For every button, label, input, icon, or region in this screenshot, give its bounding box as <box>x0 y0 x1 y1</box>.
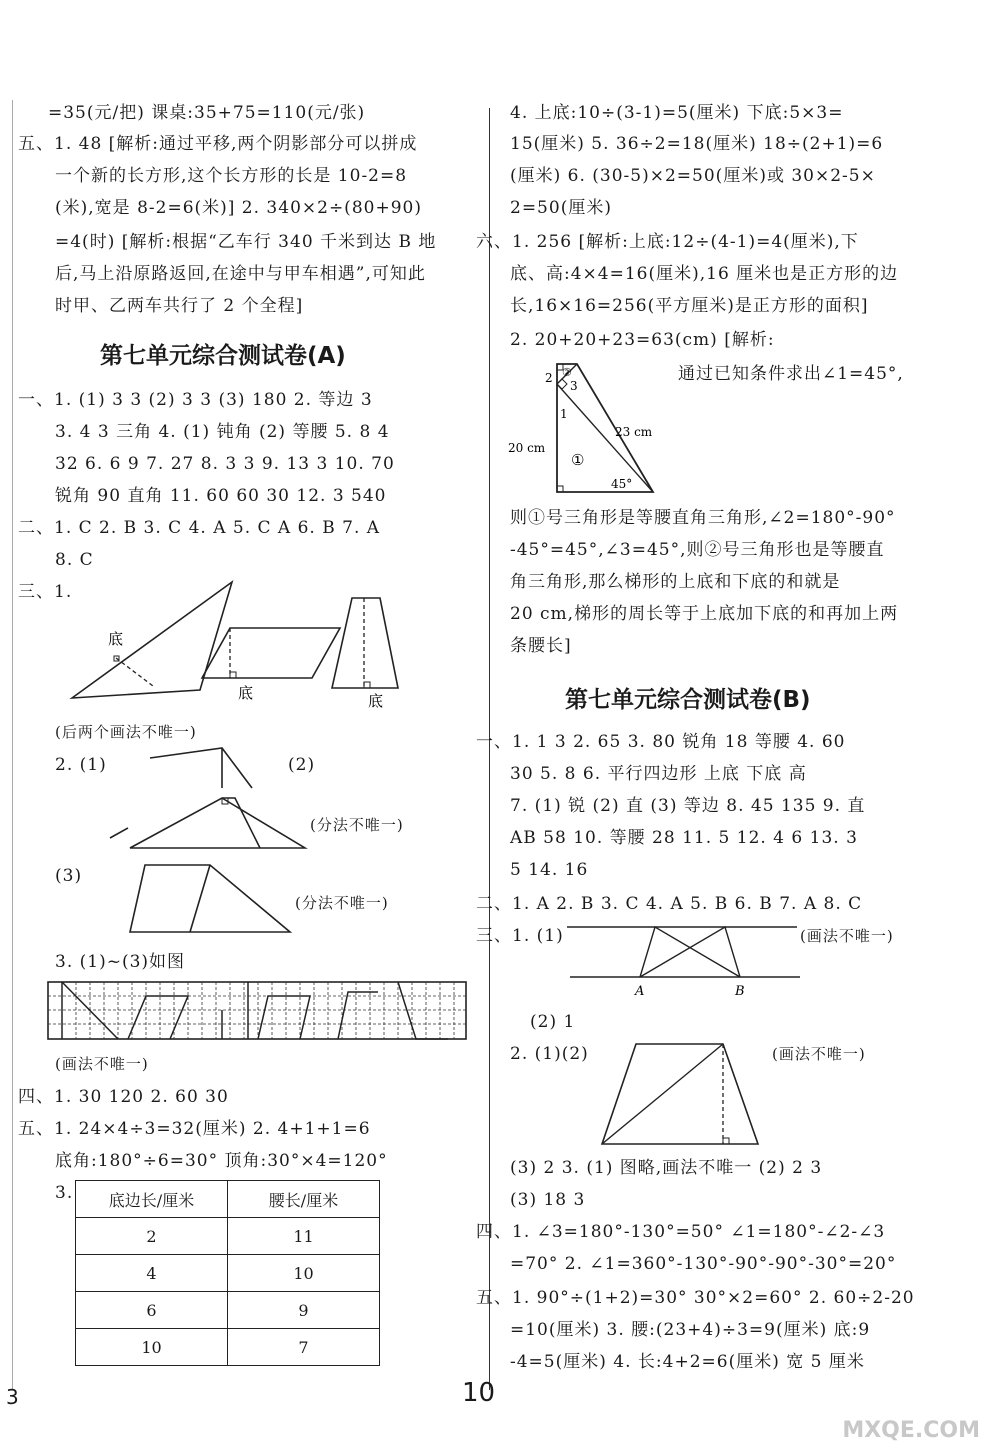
note: (后两个画法不唯一) <box>55 723 197 741</box>
angle-label: 3 <box>570 379 578 393</box>
text-line: 15(厘米) 5. 36÷2=18(厘米) 18÷(2+1)=6 <box>510 134 884 154</box>
text-line: 三、1. <box>18 582 73 602</box>
note: (画法不唯一) <box>800 927 894 945</box>
parallel-lines-figure <box>565 925 805 1000</box>
text-line: 一、1. (1) 3 3 (2) 3 3 (3) 180 2. 等边 3 <box>18 390 373 410</box>
angle-label: 45° <box>611 477 633 491</box>
section-title-b: 第七单元综合测试卷(B) <box>565 687 811 713</box>
text-line: 五、1. 48 [解析:通过平移,两个阴影部分可以拼成 <box>18 134 418 154</box>
text-line: (厘米) 6. (30-5)×2=50(厘米)或 30×2-5× <box>510 166 876 186</box>
table-header: 腰长/厘米 <box>228 1181 380 1218</box>
text-line: (2) 1 <box>530 1012 576 1032</box>
text-line: 3. (1)~(3)如图 <box>55 952 186 972</box>
text-line: (3) <box>55 866 83 886</box>
text-line: 7. (1) 锐 (2) 直 (3) 等边 8. 45 135 9. 直 <box>510 796 866 816</box>
base-label: 底 <box>108 630 124 648</box>
page-number-center: 10 <box>462 1378 496 1408</box>
text-line: 通过已知条件求出∠1=45°, <box>678 364 904 384</box>
text-line: 一个新的长方形,这个长方形的长是 10-2=8 <box>55 166 408 186</box>
trapezoid-solution-figure <box>505 360 665 498</box>
text-line: 三、1. (1) <box>476 926 564 946</box>
trapezoid-height-figure <box>598 1040 763 1150</box>
text-line: 8. C <box>55 550 94 570</box>
trapezoid-division-figure <box>125 860 305 940</box>
text-line: 2=50(厘米) <box>510 198 612 218</box>
table-cell: 4 <box>76 1255 228 1292</box>
text-line: 2. (1)(2) <box>510 1044 589 1064</box>
text-line: -45°=45°,∠3=45°,则②号三角形也是等腰直 <box>510 540 885 560</box>
table-cell: 10 <box>76 1329 228 1366</box>
text-line: 五、1. 24×4÷3=32(厘米) 2. 4+1+1=6 <box>18 1119 371 1139</box>
text-line: 四、1. ∠3=180°-130°=50° ∠1=180°-∠2-∠3 <box>476 1222 886 1242</box>
watermark: MXQE.COM <box>842 1418 980 1443</box>
table-row <box>76 1292 380 1329</box>
text-line: 20 cm,梯形的周长等于上底加下底的和再加上两 <box>510 604 899 624</box>
binding-margin-line <box>12 100 13 1390</box>
text-line: 底、高:4×4=16(厘米),16 厘米也是正方形的边 <box>510 264 899 284</box>
text-line: 五、1. 90°÷(1+2)=30° 30°×2=60° 2. 60÷2-20 <box>476 1288 915 1308</box>
text-line: 二、1. C 2. B 3. C 4. A 5. C A 6. B 7. A <box>18 518 381 538</box>
text-line: 二、1. A 2. B 3. C 4. A 5. B 6. B 7. A 8. C <box>476 894 863 914</box>
circled-one-label: ① <box>571 451 585 469</box>
note: (画法不唯一) <box>55 1055 149 1073</box>
table-header: 底边长/厘米 <box>76 1181 228 1218</box>
text-line: (2) <box>288 755 316 775</box>
text-line: 32 6. 6 9 7. 27 8. 3 3 9. 13 3 10. 70 <box>55 454 395 474</box>
text-line: 30 5. 8 6. 平行四边形 上底 下底 高 <box>510 764 807 784</box>
text-line: 后,马上沿原路返回,在途中与甲车相遇”,可知此 <box>55 264 426 284</box>
text-line: 底角:180°÷6=30° 顶角:30°×4=120° <box>55 1151 388 1171</box>
circled-two-label: ② <box>562 366 572 379</box>
point-label: A <box>635 984 645 999</box>
side-label: 23 cm <box>615 425 653 439</box>
table-cell: 11 <box>228 1218 380 1255</box>
text-line: (米),宽是 8-2=6(米)] 2. 340×2÷(80+90) <box>55 198 422 218</box>
text-line: 2. 20+20+23=63(cm) [解析: <box>510 330 775 350</box>
table-row <box>76 1218 380 1255</box>
text-line: 六、1. 256 [解析:上底:12÷(4-1)=4(厘米),下 <box>476 232 859 252</box>
table-row <box>76 1329 380 1366</box>
point-label: B <box>735 984 745 999</box>
text-line: (3) 2 3. (1) 图略,画法不唯一 (2) 2 3 <box>510 1158 823 1178</box>
table-cell: 2 <box>76 1218 228 1255</box>
note: (画法不唯一) <box>772 1045 866 1063</box>
table-cell: 10 <box>228 1255 380 1292</box>
text-line: 锐角 90 直角 11. 60 60 30 12. 3 540 <box>55 486 387 506</box>
text-line: 一、1. 1 3 2. 65 3. 80 锐角 18 等腰 4. 60 <box>476 732 846 752</box>
text-line: 4. 上底:10÷(3-1)=5(厘米) 下底:5×3= <box>510 103 844 123</box>
base-label: 底 <box>368 692 384 710</box>
text-line: =10(厘米) 3. 腰:(23+4)÷3=9(厘米) 底:9 <box>510 1320 871 1340</box>
text-line: 四、1. 30 120 2. 60 30 <box>18 1087 229 1107</box>
altitude-figures <box>60 578 400 718</box>
text-line: (3) 18 3 <box>510 1190 586 1210</box>
table-cell: 9 <box>228 1292 380 1329</box>
text-line: =35(元/把) 课桌:35+75=110(元/张) <box>48 103 366 123</box>
section-title-a: 第七单元综合测试卷(A) <box>100 343 346 369</box>
grid-drawing <box>48 982 468 1042</box>
text-line: 5 14. 16 <box>510 860 589 880</box>
table-cell: 7 <box>228 1329 380 1366</box>
text-line: 2. (1) <box>55 755 107 775</box>
text-line: 则①号三角形是等腰直角三角形,∠2=180°-90° <box>510 508 896 528</box>
text-line: -4=5(厘米) 4. 长:4+2=6(厘米) 宽 5 厘米 <box>510 1352 865 1372</box>
text-line: 3. 4 3 三角 4. (1) 钝角 (2) 等腰 5. 8 4 <box>55 422 390 442</box>
text-line: 3. <box>55 1183 74 1203</box>
page-number-left: 3 <box>6 1385 19 1409</box>
base-label: 底 <box>238 684 254 702</box>
table-row <box>76 1255 380 1292</box>
table-cell: 6 <box>76 1292 228 1329</box>
note: (分法不唯一) <box>310 816 404 834</box>
text-line: =70° 2. ∠1=360°-130°-90°-90°-30°=20° <box>510 1254 897 1274</box>
text-line: =4(时) [解析:根据“乙车行 340 千米到达 B 地 <box>55 232 437 252</box>
side-label: 20 cm <box>508 441 546 455</box>
text-line: 条腰长] <box>510 636 572 656</box>
text-line: 角三角形,那么梯形的上底和下底的和就是 <box>510 572 841 592</box>
text-line: 时甲、乙两车共行了 2 个全程] <box>55 296 304 316</box>
answer-table <box>75 1180 380 1366</box>
angle-division-figures <box>100 748 320 858</box>
angle-label: 2 <box>545 371 553 385</box>
angle-label: 1 <box>560 407 568 421</box>
text-line: 长,16×16=256(平方厘米)是正方形的面积] <box>510 296 869 316</box>
text-line: AB 58 10. 等腰 28 11. 5 12. 4 6 13. 3 <box>510 828 858 848</box>
note: (分法不唯一) <box>295 894 389 912</box>
